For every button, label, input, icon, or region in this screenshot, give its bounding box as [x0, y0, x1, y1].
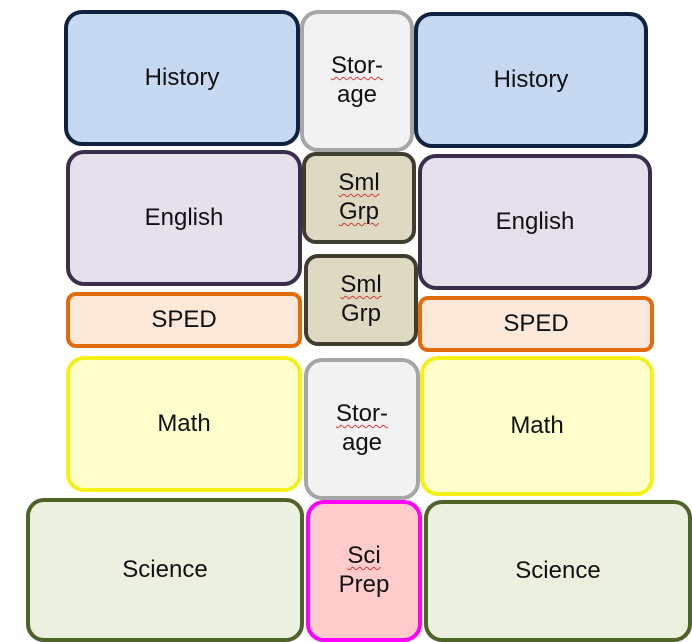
science-room-right-label: Science — [515, 556, 601, 584]
math-room-right-label: Math — [510, 411, 564, 439]
small-group-room-2-label-line2: Grp — [340, 300, 381, 327]
storage-room-top — [300, 10, 414, 152]
math-room-left-label: Math — [157, 409, 211, 437]
small-group-room-1-label-line2: Grp — [338, 198, 379, 225]
english-room-left-label: English — [144, 203, 224, 231]
small-group-room-1-label-line1: Sml — [338, 169, 380, 197]
sped-room-right — [418, 296, 654, 352]
science-prep-room-label-line2: Prep — [338, 571, 390, 598]
sped-room-right-label: SPED — [503, 309, 569, 337]
science-prep-room — [306, 500, 422, 642]
science-room-left-label: Science — [122, 555, 208, 583]
english-room-right — [418, 154, 652, 290]
science-room-left — [26, 498, 304, 642]
storage-room-top-label-line1: Stor- — [330, 52, 383, 80]
small-group-room-2-label-line1: Sml — [340, 271, 382, 299]
storage-room-middle — [304, 358, 420, 500]
history-room-right-label: History — [493, 65, 569, 93]
small-group-room-1 — [302, 152, 416, 244]
history-room-left — [64, 10, 300, 146]
science-prep-room-label-line1: Sci — [347, 542, 381, 570]
history-room-left-label: History — [144, 63, 220, 91]
storage-room-top-label-line2: age — [336, 81, 378, 108]
math-room-right — [420, 356, 654, 496]
small-group-room-2 — [304, 254, 418, 346]
math-room-left — [66, 356, 302, 492]
science-room-right — [424, 500, 692, 642]
sped-room-left — [66, 292, 302, 348]
storage-room-middle-label-line1: Stor- — [335, 400, 388, 428]
sped-room-left-label: SPED — [151, 305, 217, 333]
history-room-right — [414, 12, 648, 148]
english-room-right-label: English — [495, 207, 575, 235]
english-room-left — [66, 150, 302, 286]
storage-room-middle-label-line2: age — [341, 429, 383, 456]
